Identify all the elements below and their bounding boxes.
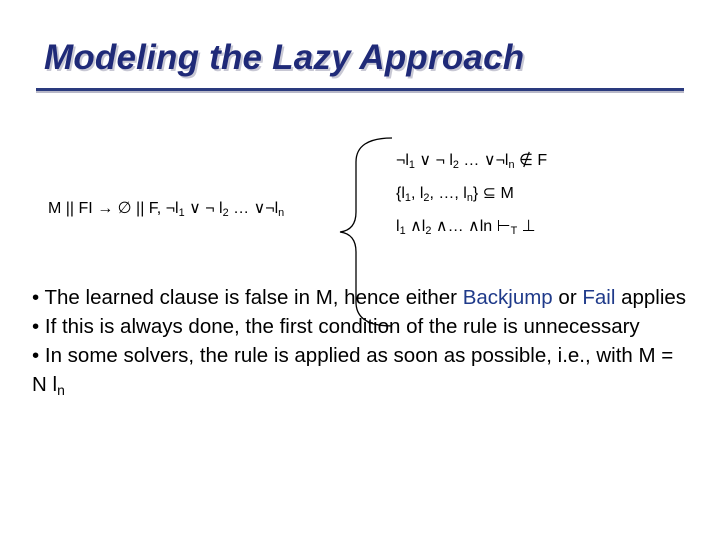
- rule-rhs-mid: ∨ ¬ l: [184, 200, 223, 217]
- bullet-1-post: applies: [615, 286, 687, 309]
- rule-lhs: M || FI: [48, 200, 93, 217]
- bullet-3-text: • In some solvers, the rule is applied as soon as possible, i.e., with M = N l: [32, 344, 674, 396]
- cond-2-sub-1: 1: [404, 192, 411, 205]
- cond-1-sub-n: n: [508, 159, 515, 172]
- rule-rhs-tail: … ∨¬l: [228, 200, 279, 217]
- bullet-1-text: • The learned clause is false in M, hence either: [32, 286, 463, 309]
- cond-2-part-d: } ⊆ M: [472, 185, 514, 202]
- cond-3-sub-t: T: [510, 225, 518, 238]
- bullet-unnecessary-condition: • If this is always done, the first condition of the rule is unnecessary: [32, 315, 640, 338]
- rule-rhs-prefix: ∅ || F, ¬l: [117, 200, 179, 217]
- cond-3-part-c: ∧… ∧ln ⊢: [431, 218, 511, 235]
- cond-2-part-a: {l: [396, 185, 405, 202]
- bullet-backjump-fail: [32, 283, 692, 312]
- bullet-eager-application: [32, 341, 692, 399]
- bullet-3-sub: n: [57, 381, 65, 398]
- backjump-term: Backjump: [462, 286, 553, 309]
- cond-3-sub-2: 2: [425, 225, 432, 238]
- bullet-1-mid: or: [552, 286, 583, 309]
- rule-transition: [48, 198, 284, 218]
- condition-subset-m: [396, 183, 514, 203]
- cond-3-sub-1: 1: [399, 225, 406, 238]
- cond-1-part-d: ∉ F: [514, 152, 548, 169]
- cond-3-part-a: l: [396, 218, 400, 235]
- cond-2-sub-2: 2: [423, 192, 430, 205]
- cond-1-part-a: ¬l: [396, 152, 409, 169]
- cond-1-sub-2: 2: [452, 159, 459, 172]
- condition-entails-false: [396, 216, 536, 236]
- cond-1-part-c: … ∨¬l: [458, 152, 509, 169]
- title-underline: [36, 88, 684, 91]
- cond-3-part-d: ⊥: [517, 218, 536, 235]
- fail-term: Fail: [582, 286, 616, 309]
- cond-3-part-b: ∧l: [405, 218, 426, 235]
- cond-1-sub-1: 1: [408, 159, 415, 172]
- bullet-list: [32, 283, 692, 399]
- slide-title: Modeling the Lazy Approach: [44, 38, 525, 77]
- condition-not-in-f: [396, 150, 547, 170]
- cond-2-part-b: , l: [410, 185, 424, 202]
- rule-sub-1: 1: [178, 207, 185, 220]
- arrow-symbol: →: [97, 200, 114, 217]
- rule-sub-2: 2: [222, 207, 229, 220]
- cond-2-sub-n: n: [466, 192, 473, 205]
- cond-2-part-c: , …, l: [429, 185, 467, 202]
- rule-sub-n: n: [278, 207, 285, 220]
- cond-1-part-b: ∨ ¬ l: [414, 152, 453, 169]
